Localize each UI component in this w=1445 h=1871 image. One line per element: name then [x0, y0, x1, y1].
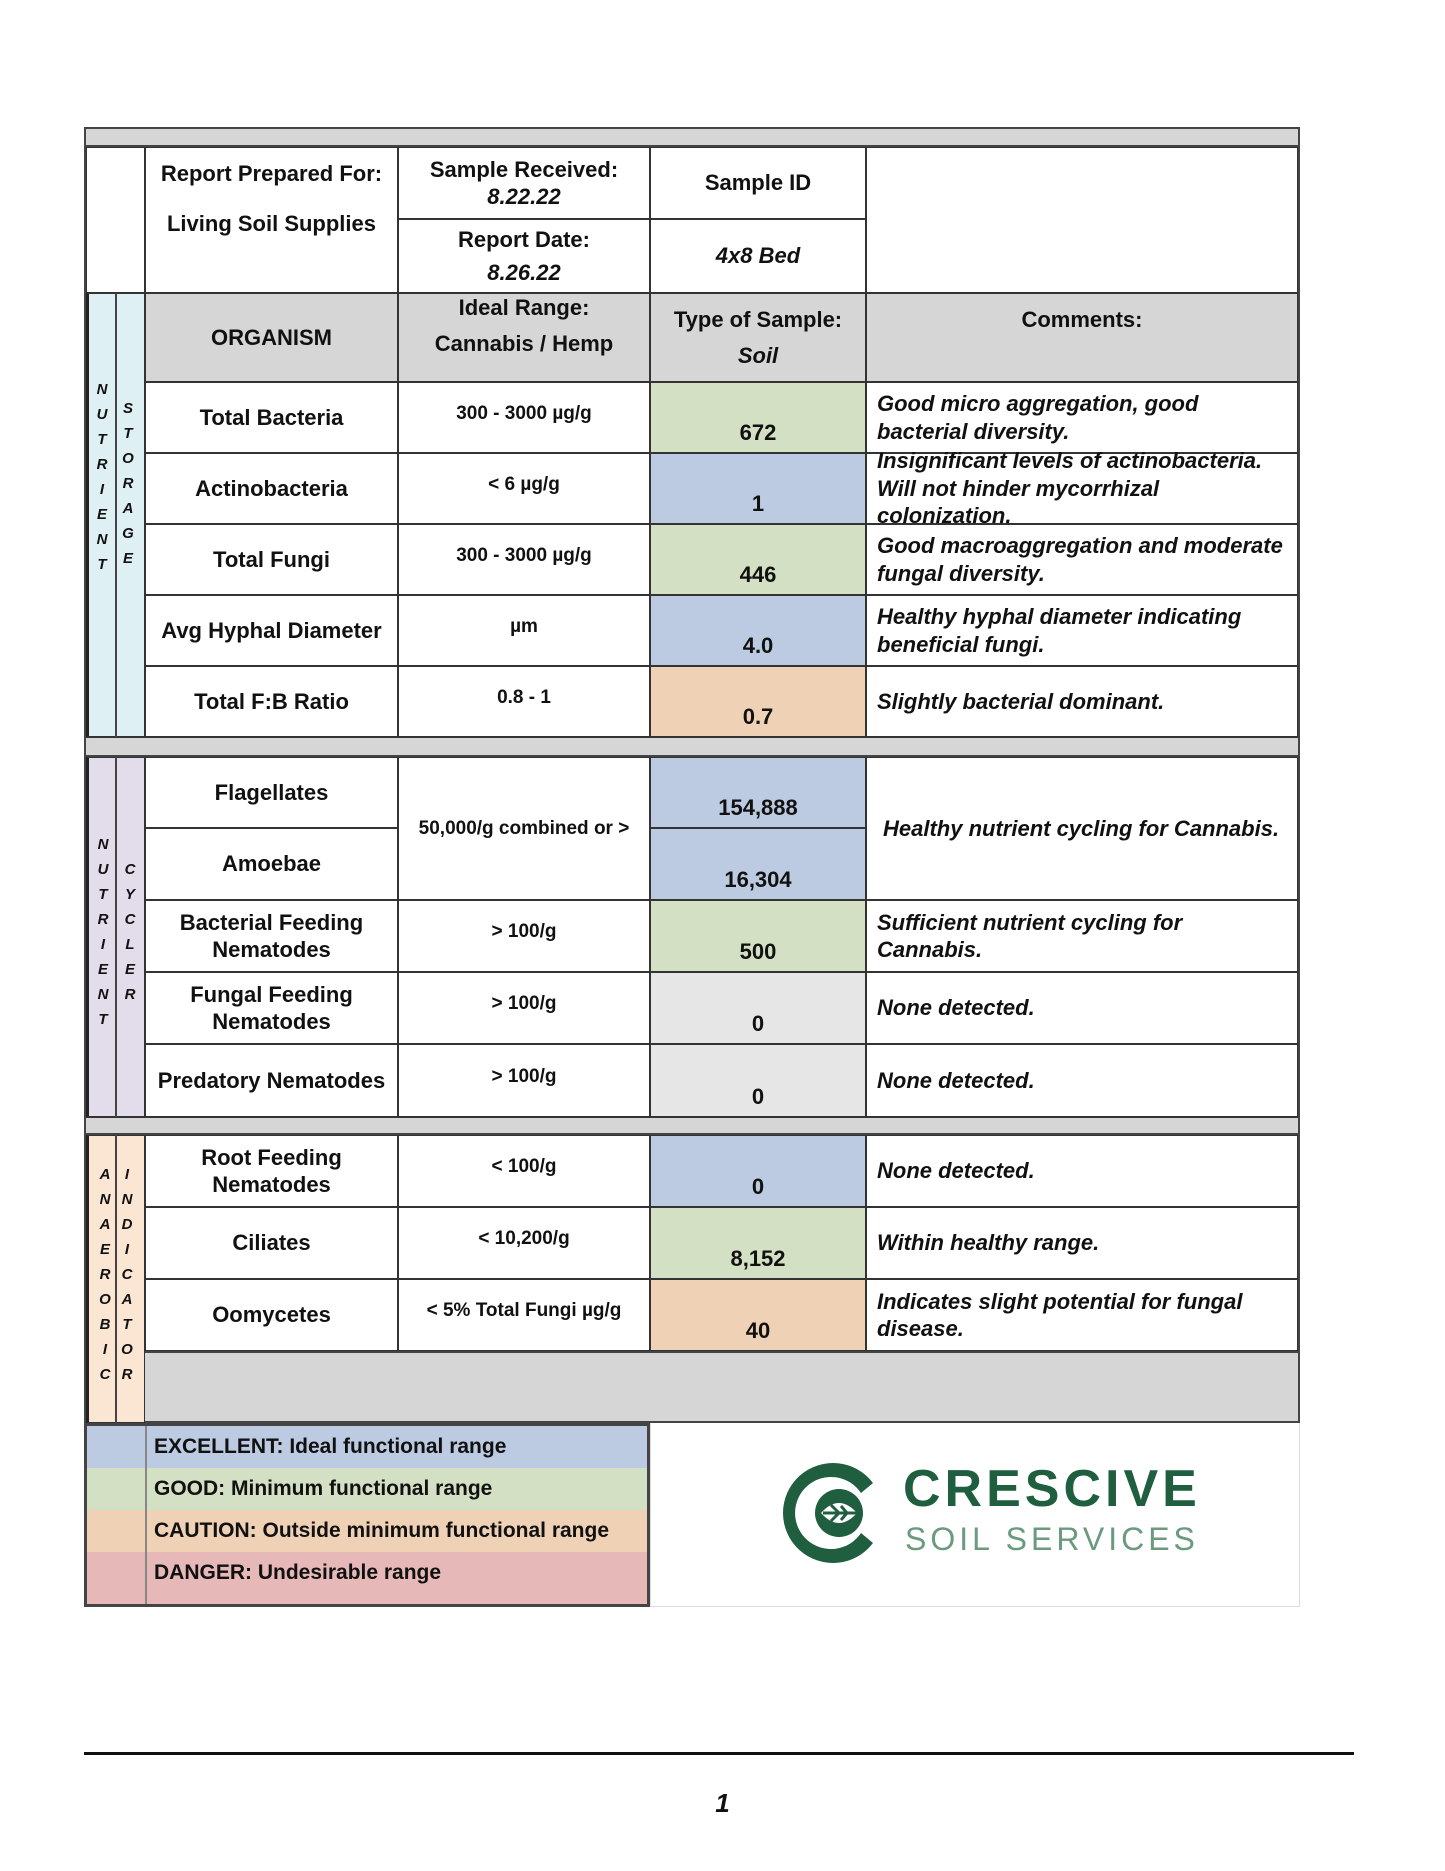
- result-value: 0: [650, 1044, 866, 1117]
- received-cell: [398, 147, 650, 219]
- side-divider: [115, 757, 117, 1117]
- organism-name: Root Feeding Nematodes: [145, 1135, 398, 1207]
- comment: None detected.: [866, 1044, 1298, 1117]
- nutrient-vertical-label: N U T R I E N T: [96, 381, 108, 573]
- ideal-range-header: Ideal Range: Cannabis / Hemp: [398, 293, 650, 382]
- organism-name: Oomycetes: [145, 1279, 398, 1351]
- legend-divider: [145, 1552, 147, 1604]
- ideal-range: < 10,200/g: [398, 1207, 650, 1279]
- report-date-value: 8.26.22: [487, 260, 561, 285]
- comment: None detected.: [866, 972, 1298, 1044]
- result-value: 0.7: [650, 666, 866, 737]
- comment: Healthy nutrient cycling for Cannabis.: [866, 757, 1298, 900]
- logo-name: CRESCIVE: [903, 1460, 1201, 1518]
- organism-name: Bacterial Feeding Nematodes: [145, 900, 398, 972]
- comment: Indicates slight potential for fungal disease.: [866, 1279, 1298, 1351]
- prepared-for-cell: [145, 147, 398, 293]
- ideal-range: < 6 µg/g: [398, 453, 650, 524]
- legend-divider: [145, 1426, 147, 1468]
- bottom-band: [145, 1351, 1298, 1423]
- ideal-range: 300 - 3000 µg/g: [398, 524, 650, 595]
- result-value: 154,888: [650, 757, 866, 828]
- header-blank: [86, 147, 145, 293]
- organism-name: Avg Hyphal Diameter: [145, 595, 398, 666]
- section-separator: [86, 1117, 1298, 1135]
- sample-id-label: Sample ID: [704, 170, 812, 196]
- comment: Good micro aggregation, good bacterial diversity.: [866, 382, 1298, 453]
- comment: None detected.: [866, 1135, 1298, 1207]
- result-value: 0: [650, 1135, 866, 1207]
- organism-name: Total F:B Ratio: [145, 666, 398, 737]
- result-value: 40: [650, 1279, 866, 1351]
- organism-name: Amoebae: [145, 828, 398, 900]
- storage-vertical-label: S T O R A G E: [122, 400, 134, 567]
- logo-subtitle: SOIL SERVICES: [905, 1521, 1199, 1557]
- logo-box: [650, 1423, 1300, 1607]
- comment: Healthy hyphal diameter indicating beneficial fungi.: [866, 595, 1298, 666]
- sample-id-value: 4x8 Bed: [715, 243, 801, 269]
- top-band: [86, 129, 1298, 147]
- organism-name: Ciliates: [145, 1207, 398, 1279]
- comment: Good macroaggregation and moderate fungal diversity.: [866, 524, 1298, 595]
- legend-label: GOOD: Minimum functional range: [154, 1477, 493, 1500]
- result-value: 8,152: [650, 1207, 866, 1279]
- comment: Slightly bacterial dominant.: [866, 666, 1298, 737]
- comment: Sufficient nutrient cycling for Cannabis.: [866, 900, 1298, 972]
- result-value: 446: [650, 524, 866, 595]
- footer-rule: [84, 1752, 1354, 1755]
- result-value: 672: [650, 382, 866, 453]
- side-divider: [115, 293, 117, 737]
- organism-name: Total Fungi: [145, 524, 398, 595]
- legend-label: CAUTION: Outside minimum functional range: [154, 1519, 610, 1542]
- ideal-range: < 5% Total Fungi µg/g: [398, 1279, 650, 1351]
- section-separator: [86, 737, 1298, 757]
- sample-type-header: Type of Sample: Soil: [650, 293, 866, 382]
- result-value: 500: [650, 900, 866, 972]
- organism-name: Actinobacteria: [145, 453, 398, 524]
- crescive-leaf-logo: [777, 1453, 897, 1573]
- comments-header: Comments:: [866, 293, 1298, 382]
- ideal-range: µm: [398, 595, 650, 666]
- ideal-range: 300 - 3000 µg/g: [398, 382, 650, 453]
- sample-id-label-cell: [650, 147, 866, 219]
- organism-name: Fungal Feeding Nematodes: [145, 972, 398, 1044]
- header-right-blank: [866, 147, 1298, 293]
- legend-label: EXCELLENT: Ideal functional range: [154, 1435, 507, 1458]
- report-date-label: Report Date:: [457, 226, 590, 252]
- page-number: 1: [715, 1788, 730, 1818]
- cycler-vertical-label: C Y C L E R: [124, 861, 136, 1003]
- received-value: 8.22.22: [487, 184, 561, 209]
- anaerobic-vertical-label: A N A E R O B I C: [99, 1166, 111, 1383]
- ideal-range: < 100/g: [398, 1135, 650, 1207]
- nutrient-vertical-label: N U T R I E N T: [97, 836, 109, 1028]
- ideal-range: > 100/g: [398, 972, 650, 1044]
- legend-label: DANGER: Undesirable range: [154, 1561, 442, 1584]
- comment: Insignificant levels of actinobacteria. Will not hinder mycorrhizal colonization.: [866, 453, 1298, 524]
- organism-header: ORGANISM: [145, 293, 398, 382]
- ideal-range: > 100/g: [398, 1044, 650, 1117]
- organism-name: Predatory Nematodes: [145, 1044, 398, 1117]
- result-value: 1: [650, 453, 866, 524]
- prepared-for-label: Report Prepared For:: [160, 161, 383, 186]
- organism-name: Total Bacteria: [145, 382, 398, 453]
- result-value: 4.0: [650, 595, 866, 666]
- legend-divider: [145, 1468, 147, 1510]
- comment: Within healthy range.: [866, 1207, 1298, 1279]
- ideal-range: 50,000/g combined or >: [398, 757, 650, 900]
- received-label: Sample Received:: [429, 156, 619, 182]
- result-value: 0: [650, 972, 866, 1044]
- ideal-range: 0.8 - 1: [398, 666, 650, 737]
- sample-id-value-cell: [650, 219, 866, 293]
- report-date-cell: [398, 219, 650, 293]
- organism-name: Flagellates: [145, 757, 398, 828]
- indicator-vertical-label: I N D I C A T O R: [121, 1166, 133, 1383]
- prepared-for-value: Living Soil Supplies: [166, 210, 377, 236]
- result-value: 16,304: [650, 828, 866, 900]
- ideal-range: > 100/g: [398, 900, 650, 972]
- legend-divider: [145, 1510, 147, 1552]
